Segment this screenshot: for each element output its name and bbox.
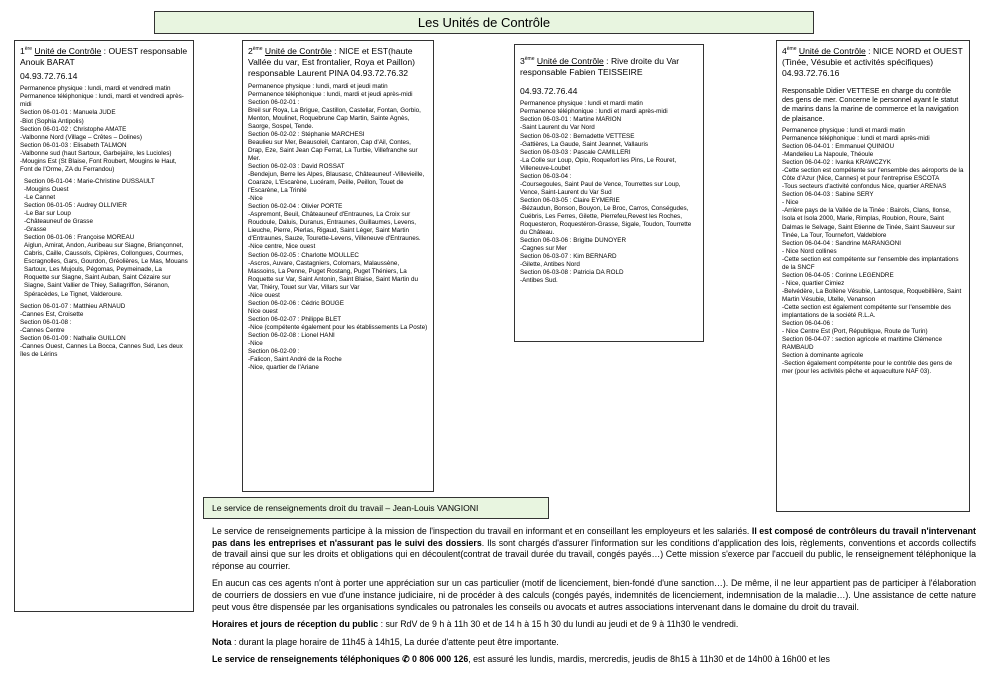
section-line: Section 06-04-06 : (782, 320, 834, 328)
section-line: Section 06-04-04 : Sandrine MARANGONI (782, 239, 901, 247)
section-line: Permanence téléphonique : lundi et mardi après-midi (520, 108, 668, 116)
unit-3-panel (514, 44, 704, 342)
section-line: -Valbonne sud (haut Sartoux, Garbejaïre, les Lucioles) (20, 149, 172, 157)
section-line: Section 06-01-07 : Matthieu ARNAUD (20, 302, 126, 310)
section-line: Section 06-02-09 : (248, 348, 300, 356)
section-line: Section 06-01-05 : Audrey OLLIVIER (24, 202, 127, 209)
unit-1-link[interactable]: Unité de Contrôle (34, 46, 102, 56)
section-line: -Antibes Sud. (520, 277, 558, 285)
unit-2-lines (248, 83, 428, 373)
page-title: Les Unités de Contrôle (154, 11, 814, 34)
unit-1-heading: 1ère Unité de Contrôle : OUEST responsable Anouk BARAT (20, 46, 188, 68)
srdt-hours: Horaires et jours de réception du public : sur RdV de 9 h à 11h 30 et de 14 h à 15 h 30 du lundi au jeudi et de 9 à 11h30 le vendredi. (212, 619, 739, 630)
srdt-nota: Nota : durant la plage horaire de 11h45 à 14h15, La durée d'attente peut être importante. (212, 636, 559, 647)
section-line: -Arrière pays de la Vallée de la Tinée : Bairols, Clans, Ilonse, Isola et Isola 2000, Marie, Rimplas, Roubion, Roure, Saint Dalmas le Selvage, Saint Etienne de Tinée, Saint Sauveur sur Tinée, La Tour, Tournefort, Valdeblore (782, 207, 955, 239)
section-line: - Nice, quartier Cimiez (782, 279, 845, 287)
section-line: -Châteauneuf de Grasse (24, 218, 93, 226)
section-line: Aiglun, Amirat, Andon, Auribeau sur Siagne, Briançonnet, Cabris, Caille, Caussols, Cipières, Collongues, Courmes, Escragnolles, Gars, Gourdon, Gréolières, Le Mas, Mouans Sartoux, Les Mujouls, Pégomas, Peymeinade, La Roquette sur Siagne, Saint Auban, Saint Cézaire sur Siagne, Saint Vallier de Thiey, Sallagriffon, Séranon, Spéracèdes, Le Tignet, Valderoure. (24, 242, 188, 298)
section-line: -Falicon, Saint André de la Roche (248, 356, 342, 364)
unit-2-heading: 2ème Unité de Contrôle : NICE et EST(haute Vallée du var, Est frontalier, Roya et Paillon) responsable Laurent PINA 04.93.72.76.32 (248, 46, 416, 79)
section-line: Section 06-01-03 : Elisabeth TALMON (20, 141, 127, 149)
section-line: Permanence téléphonique : lundi, mardi et jeudi après-midi (248, 90, 413, 98)
section-line: Section 06-02-04 : Olivier PORTE (248, 203, 343, 211)
unit-3-heading: 3ème Unité de Contrôle : Rive droite du Var responsable Fabien TEISSEIRE (520, 56, 680, 78)
section-line: -Section également compétente pour le contrôle des gens de mer (pour les activités pêche et aquaculture NAF 03). (782, 360, 953, 376)
section-line: -Grasse (24, 226, 47, 234)
section-line: Section 06-02-03 : David ROSSAT (248, 162, 345, 170)
section-line: -Coursegoules, Saint Paul de Vence, Tourrettes sur Loup, Vence, Saint-Laurent du Var Sud (520, 180, 681, 196)
section-line: Section 06-01-02 : Christophe AMATE (20, 125, 127, 133)
srdt-phone-service: Le service de renseignements téléphoniques ✆ 0 806 000 126, est assuré les lundis, mardis, mercredis, jeudis de 8h15 à 11h30 et de 14h00 à 16h00 et les (212, 654, 830, 665)
section-line: -Nice (248, 195, 263, 203)
unit-4-link[interactable]: Unité de Contrôle (798, 46, 866, 56)
srdt-heading: Le service de renseignements droit du travail – Jean-Louis VANGIONI (203, 497, 549, 519)
section-line: Section à dominante agricole (782, 352, 864, 360)
section-line: Section 06-03-08 : Patricia DA ROLD (520, 269, 624, 277)
section-line: -Cette section est également compétente sur l'ensemble des implantations de la société R.L.A. (782, 303, 951, 320)
section-line: Section 06-03-02 : Bernadette VETTESE (520, 132, 635, 140)
section-line: -Cette section est compétente sur l'ensemble des implantations de la SNCF (782, 255, 959, 271)
phone-number[interactable]: ✆ 0 806 000 126 (399, 654, 469, 665)
unit-2-link[interactable]: Unité de Contrôle (264, 46, 332, 56)
unit-1-panel (14, 40, 194, 612)
unit-1-lines (20, 85, 188, 174)
section-line: -Mougins Est (St Blaise, Font Roubert, Mougins le Haut, Font de l'Orme, ZA du Ferrandou) (20, 157, 177, 173)
section-line: Beaulieu sur Mer, Beausoleil, Cantaron, Cap d'Ail, Contes, Drap, Eze, Saint Jean Cap Ferrat, La Turbie, Villefranche sur Mer. (248, 138, 418, 162)
section-line: -Cannes Est, Croisette (20, 310, 84, 318)
section-line: Section 06-03-06 : Brigitte DUNOYER (520, 237, 627, 245)
unit-4-heading: 4ème Unité de Contrôle : NICE NORD et OUEST (Tinée, Vésubie et activités spécifiques) 04.93.72.76.16 (782, 46, 963, 79)
section-line: Section 06-01-06 : Françoise MOREAU (24, 234, 135, 242)
section-line: Permanence téléphonique : lundi, mardi et vendredi après-midi (20, 93, 184, 109)
section-line: Permanence physique : lundi et mardi matin (520, 100, 643, 108)
section-line: Section 06-02-02 : Stéphanie MARCHESI (248, 130, 365, 138)
section-line: Section 06-02-06 : Cédric BOUGE (248, 299, 344, 307)
section-line: -Nice (248, 340, 263, 348)
unit-4-intro: Responsable Didier VETTESE en charge du contrôle des gens de mer. Concerne le personnel ayant le statut de marins dans la marine de commerce et la navigation de plaisance. (782, 85, 959, 123)
section-line: -Saint Laurent du Var Nord (520, 124, 595, 132)
unit-4-panel (776, 40, 970, 512)
section-line: Section 06-04-01 : Emmanuel QUINIOU (782, 143, 894, 151)
section-line: -Biot (Sophia Antipolis) (20, 117, 84, 125)
section-line: -Mougins Ouest (24, 185, 69, 193)
section-line: -Cannes Centre (20, 326, 65, 334)
section-line: Section 06-02-05 : Charlotte MOULLEC (248, 251, 359, 259)
section-line: -Le Bar sur Loup (24, 210, 71, 218)
section-line: -Ascros, Auvare, Castagniers, Colomars, Malaussène, Massoins, La Penne, Puget Rostang, Puget Théniers, La Roquette sur Var, Saint Antonin, Saint Blaise, Saint Martin du Var, Thiéry, Touet sur Var, Villars sur Var (248, 259, 418, 291)
section-line: Section 06-01-01 : Manuela JUDE (20, 109, 116, 117)
section-line: Section 06-03-04 : (520, 172, 572, 180)
section-line: -Nice, quartier de l'Ariane (248, 364, 319, 372)
section-line: Permanence téléphonique : lundi et mardi après-midi (782, 135, 930, 142)
section-line: -Nice ouest (248, 291, 280, 299)
unit-3-lines (520, 100, 698, 285)
section-line: - Nice Centre Est (Port, République, Route de Turin) (782, 328, 928, 336)
section-line: -La Colle sur Loup, Opio, Roquefort les Pins, Le Rouret, Villeneuve-Loubet (520, 156, 677, 172)
section-line: -Valbonne Nord (Village – Crêtes – Dolines) (20, 133, 142, 141)
srdt-description (212, 526, 976, 672)
section-line: -Cannes Ouest, Cannes La Bocca, Cannes Sud, Les deux îles de Lérins (20, 342, 183, 358)
section-line: -Le Cannet (24, 193, 56, 201)
section-line: Section 06-02-08 : Lionel HANI (248, 331, 335, 339)
section-line: -Cagnes sur Mer (520, 245, 567, 253)
section-line: Section 06-03-07 : Kim BERNARD (520, 253, 617, 261)
section-line: Section 06-03-01 : Martine MARION (520, 116, 622, 124)
section-line: -Gilette, Antibes Nord (520, 261, 580, 269)
srdt-paragraph-2: En aucun cas ces agents n'ont à porter une appréciation sur un cas particulier (motif de licenciement, bien-fondé d'une sanction…). De même, il ne leur appartient pas de participer à l'élaboration de courriers de dossiers en vue d'une instance judiciaire, ni de procéder à des calculs (congés payés, indemnités de licenciement, indemnisation de la maladie…). Une assistance de cette nature peut vous être dispensée par les organisations syndicales ou patronales les conseils ou avocats et autres associations intervenant dans le domaine du droit du travail. (212, 578, 976, 612)
section-line: Section 06-02-07 : Philippe BLET (248, 315, 342, 323)
section-line: -Gattières, La Gaude, Saint Jeannet, Vallauris (520, 140, 648, 148)
srdt-paragraph-1: Le service de renseignements participe à la mission de l'inspection du travail en informant et en conseillant les employeurs et les salariés. Il est composé de contrôleurs du travail n'intervenant pas dans les entreprises et n'assurant pas le suivi des dossiers. Ils sont chargés d'assurer l'information sur les conditions d'application des lois, règlements, conventions et accords collectifs de travail ainsi que sur les droits et obligations qui en découlent(contrat de travail durée du travail, congés payés…) Cette mission s'exerce par l'accueil du public, le renseignement téléphonique la réponse au courrier. (212, 526, 977, 571)
section-line: Section 06-04-02 : Ivanka KRAWCZYK (782, 159, 891, 167)
unit-1-lines-3 (20, 303, 188, 359)
section-line: Section 06-01-08 : (20, 318, 72, 326)
section-line: Nice ouest (248, 307, 278, 315)
unit-1-phone: 04.93.72.76.14 (20, 71, 78, 82)
section-line: -Bendejun, Berre les Alpes, Blausasc, Châteauneuf -Villevieille, Coaraze, L'Escarène, Lucéram, Peille, Peillon, Touet de l'Escarène, La Trinité (248, 171, 425, 195)
section-line: Permanence physique : lundi, mardi et jeudi matin (248, 82, 388, 90)
section-line: -Tous secteurs d'activité confondus Nice, quartier ARENAS (782, 183, 947, 191)
section-line: Section 06-04-07 : section agricole et maritime Clémence RAMBAUD (782, 336, 942, 352)
section-line: -Nice (compétente également pour les établissements La Poste) (248, 323, 428, 331)
section-line: Section 06-04-05 : Corinne LEGENDRE (782, 271, 894, 279)
unit-4-lines (782, 127, 964, 376)
section-line: -Bézaudun, Bonson, Bouyon, Le Broc, Carros, Conségudes, Cuébris, Les Ferres, Gilette, Pierrefeu,Revest les Roches, Roquesteron, Roquestéron-Grasse, Sigale, Toudon, Tourrette du Château. (520, 204, 692, 237)
section-line: - Nice (782, 199, 799, 207)
section-line: Section 06-03-03 : Pascale CAMILLERI (520, 148, 631, 156)
section-line: -Cette section est compétente sur l'ensemble des aéroports de la Côte d'Azur (Nice, Cannes) et pour l'entreprise ESCOTA (782, 167, 964, 183)
section-line: Permanence physique : lundi et mardi matin (782, 126, 905, 134)
section-line: - Nice Nord collines (782, 247, 837, 255)
unit-3-phone: 04.93.72.76.44 (520, 86, 578, 97)
section-line: Section 06-02-01 : (248, 98, 300, 106)
unit-3-link[interactable]: Unité de Contrôle (536, 56, 604, 66)
section-line: -Mandelieu La Napoule, Théoule (782, 151, 874, 159)
section-line: -Belvédère, La Bollène Vésubie, Lantosque, Roquebillière, Saint Martin Vésubie, Utelle, Venanson (782, 287, 962, 303)
section-line: Breil sur Roya, La Brigue, Castillon, Castellar, Fontan, Gorbio, Menton, Moulinet, Roquebrune Cap Martin, Sainte Agnès, Saorge, Sospel, Tende. (248, 106, 421, 130)
section-line: -Nice centre, Nice ouest (248, 243, 316, 251)
section-line: Section 06-04-03 : Sabine SERY (782, 191, 874, 199)
section-line: Section 06-01-04 : Marie-Christine DUSSAULT (24, 177, 155, 185)
section-line: Section 06-01-09 : Nathalie GUILLON (20, 334, 126, 342)
section-line: Section 06-03-05 : Claire EYMERIE (520, 196, 620, 204)
section-line: -Aspremont, Beuil, Châteauneuf d'Entraunes, La Croix sur Roudoule, Daluis, Duranus, Entraunes, Guillaumes, Levens, Lieuche, Pierre, Pierlas, Rigaud, Saint Léger, Saint Martin d'Entraunes, Sauze, Tourette-Levens, Villeneuve d'Entraunes. (248, 211, 421, 243)
unit-2-panel (242, 40, 434, 492)
section-line: Permanence physique : lundi, mardi et vendredi matin (20, 85, 171, 93)
unit-1-lines-2 (20, 178, 188, 299)
